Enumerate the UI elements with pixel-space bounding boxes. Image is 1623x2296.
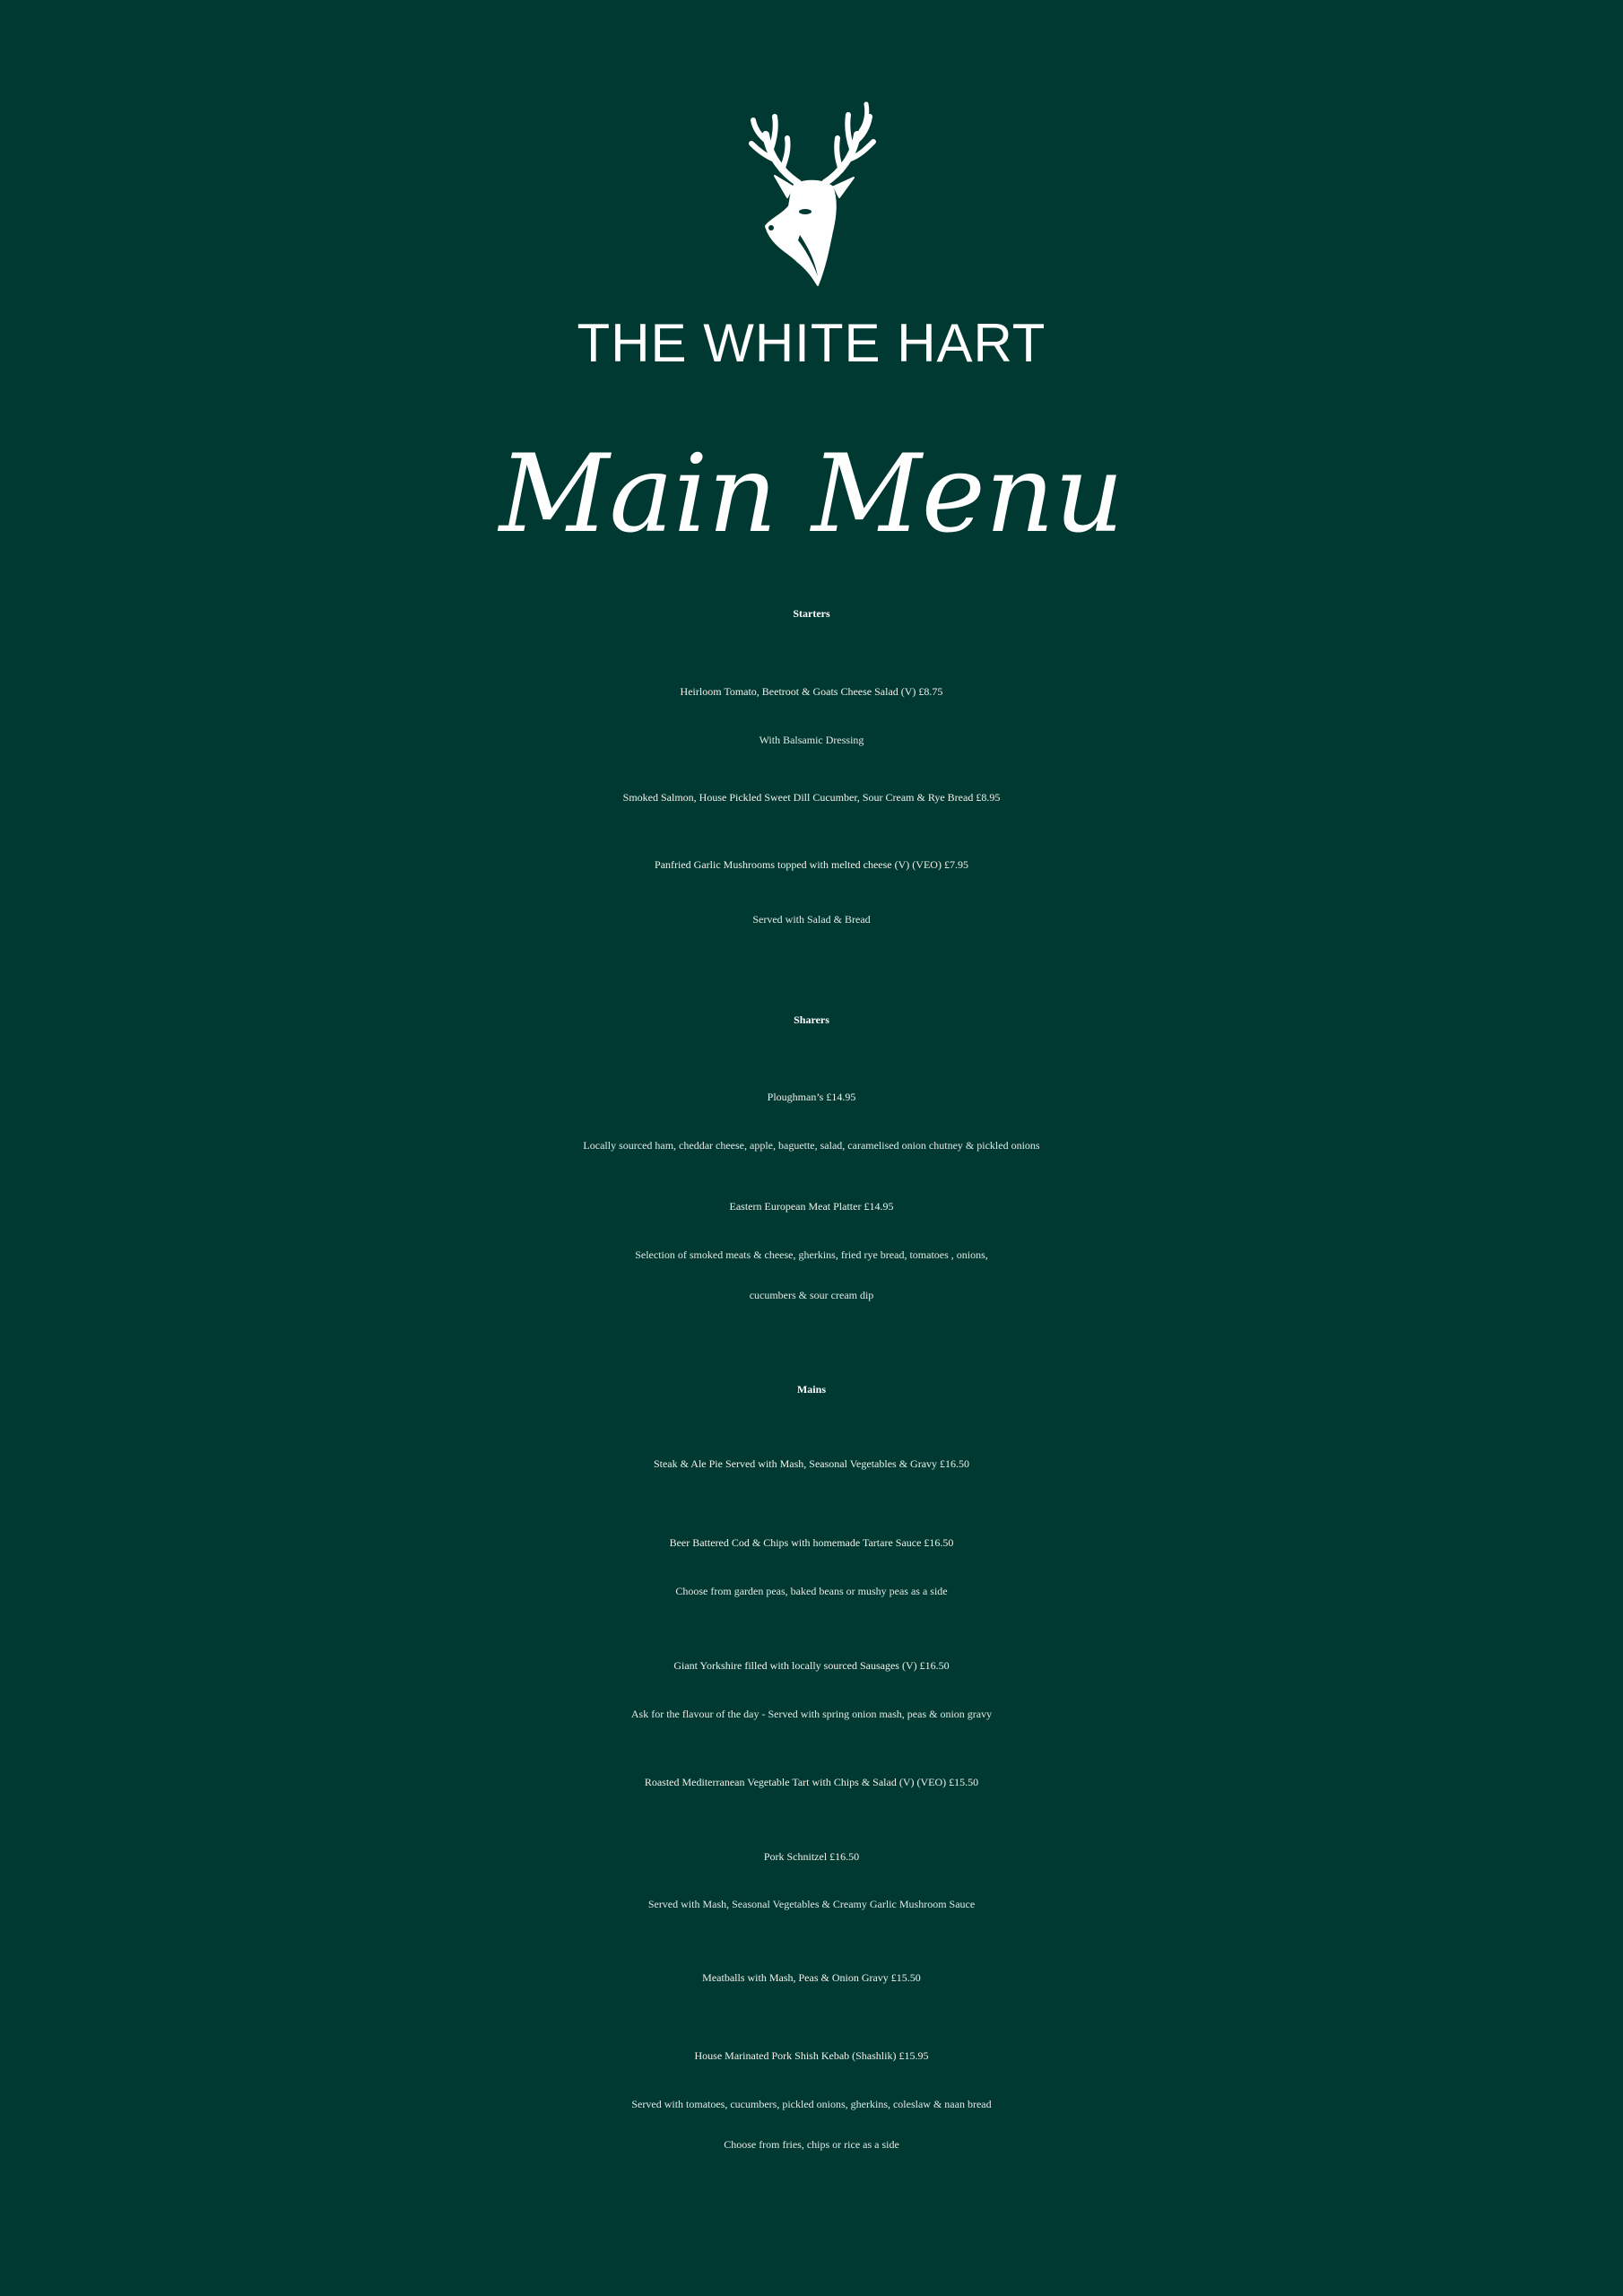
- stag-head-icon: [735, 100, 888, 298]
- dish-name: Smoked Salmon, House Pickled Sweet Dill Cucumber, Sour Cream & Rye Bread £8.95: [622, 791, 1001, 804]
- section-title-mains: Mains: [796, 1383, 826, 1396]
- dish-name: Pork Schnitzel £16.50: [763, 1850, 860, 1863]
- dish-description: Served with Mash, Seasonal Vegetables & Creamy Garlic Mushroom Sauce: [647, 1898, 976, 1910]
- dish-name: Roasted Mediterranean Vegetable Tart with Chips & Salad (V) (VEO) £15.50: [644, 1776, 979, 1788]
- dish-description: With Balsamic Dressing: [759, 734, 864, 746]
- dish-name: Beer Battered Cod & Chips with homemade Tartare Sauce £16.50: [669, 1536, 954, 1549]
- section-title-sharers: Sharers: [794, 1013, 829, 1026]
- logo: [0, 100, 1623, 298]
- dish-description: Ask for the flavour of the day - Served with spring onion mash, peas & onion gravy: [630, 1708, 993, 1720]
- dish-name: Steak & Ale Pie Served with Mash, Seasonal Vegetables & Gravy £16.50: [653, 1457, 970, 1470]
- dish-description: Served with Salad & Bread: [752, 913, 871, 926]
- dish-name: Giant Yorkshire filled with locally sourced Sausages (V) £16.50: [673, 1659, 950, 1672]
- dish-name: Meatballs with Mash, Peas & Onion Gravy £15.50: [702, 1971, 921, 1984]
- dish-name: Eastern European Meat Platter £14.95: [729, 1200, 894, 1213]
- dish-description: cucumbers & sour cream dip: [749, 1289, 874, 1301]
- dish-description: Choose from garden peas, baked beans or mushy peas as a side: [675, 1585, 948, 1597]
- dish-name: Ploughman’s £14.95: [767, 1091, 856, 1103]
- dish-description: Served with tomatoes, cucumbers, pickled onions, gherkins, coleslaw & naan bread: [631, 2098, 992, 2110]
- menu-title: Main Menu: [499, 432, 1124, 557]
- dish-description: Choose from fries, chips or rice as a side: [724, 2138, 899, 2151]
- dish-name: House Marinated Pork Shish Kebab (Shashlik) £15.95: [694, 2049, 929, 2062]
- brand-name: THE WHITE HART: [577, 313, 1046, 373]
- dish-name: Heirloom Tomato, Beetroot & Goats Cheese Salad (V) £8.75: [680, 685, 943, 698]
- dish-name: Panfried Garlic Mushrooms topped with melted cheese (V) (VEO) £7.95: [655, 858, 968, 871]
- section-title-starters: Starters: [793, 607, 830, 620]
- dish-description: Selection of smoked meats & cheese, gherkins, fried rye bread, tomatoes , onions,: [635, 1248, 988, 1261]
- dish-description: Locally sourced ham, cheddar cheese, apple, baguette, salad, caramelised onion chutney & pickled onions: [583, 1139, 1040, 1152]
